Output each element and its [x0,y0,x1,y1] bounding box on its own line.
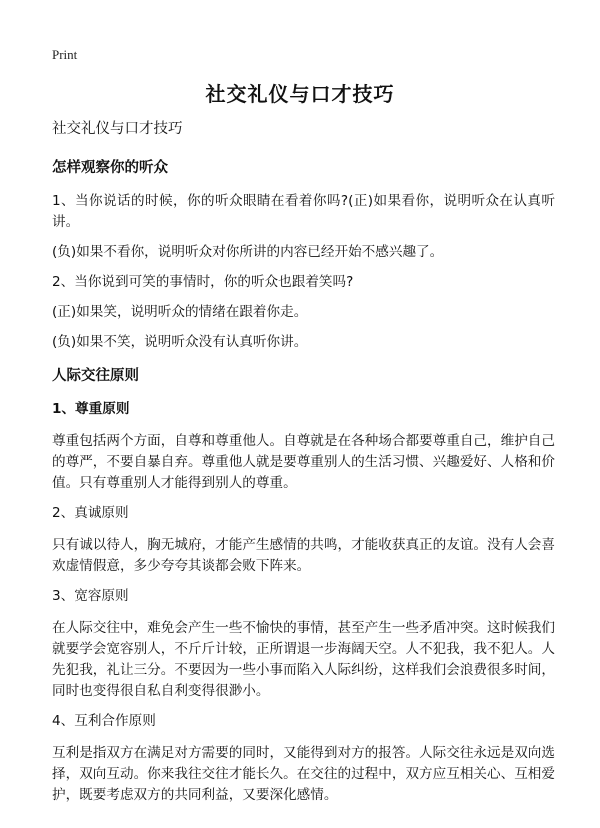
section-heading-audience: 怎样观察你的听众 [52,160,168,176]
paragraph: (正)如果笑，说明听众的情绪在跟着你走。 [52,304,308,320]
print-link[interactable]: Print [52,47,78,62]
document-content [52,118,555,815]
paragraph: 2、当你说到可笑的事情时，你的听众也跟着笑吗? [52,274,354,290]
principle-body: 只有诚以待人，胸无城府，才能产生感情的共鸣，才能收获真正的友谊。没有人会喜欢虚情假意，多少夸夸其谈都会败下阵来。 [52,537,555,574]
principle-body: 尊重包括两个方面，自尊和尊重他人。自尊就是在各种场合都要尊重自己，维护自己的尊严，不要自暴自弃。尊重他人就是要尊重别人的生活习惯、兴趣爱好、人格和价值。只有尊重别人才能得到别人的尊重。 [52,433,555,491]
page-title: 社交礼仪与口才技巧 [205,82,395,106]
principle-body: 在人际交往中，难免会产生一些不愉快的事情，甚至产生一些矛盾冲突。这时候我们就要学会宽容别人，不斤斤计较，正所谓退一步海阔天空。人不犯我，我不犯人。人先犯我，礼让三分。不要因为一些小事而陷入人际纠纷，这样我们会浪费很多时间，同时也变得很自私自利变得很渺小。 [52,620,555,699]
principle-title: 1、尊重原则 [52,401,130,417]
principle-title: 2、真诚原则 [52,505,129,521]
paragraph: 1、当你说话的时候，你的听众眼睛在看着你吗?(正)如果看你，说明听众在认真听讲。 [52,193,555,230]
section-heading-principles: 人际交往原则 [52,368,139,384]
paragraph: (负)如果不笑，说明听众没有认真听你讲。 [52,334,308,350]
principle-body: 互利是指双方在满足对方需要的同时，又能得到对方的报答。人际交往永远是双向选择，双向互动。你来我往交往才能长久。在交往的过程中，双方应互相关心、互相爱护，既要考虑双方的共同利益，又要深化感情。 [52,745,555,803]
principle-title: 3、宽容原则 [52,588,129,604]
paragraph: (负)如果不看你，说明听众对你所讲的内容已经开始不感兴趣了。 [52,244,444,260]
document-subtitle: 社交礼仪与口才技巧 [52,121,183,137]
principle-title: 4、互利合作原则 [52,713,156,729]
